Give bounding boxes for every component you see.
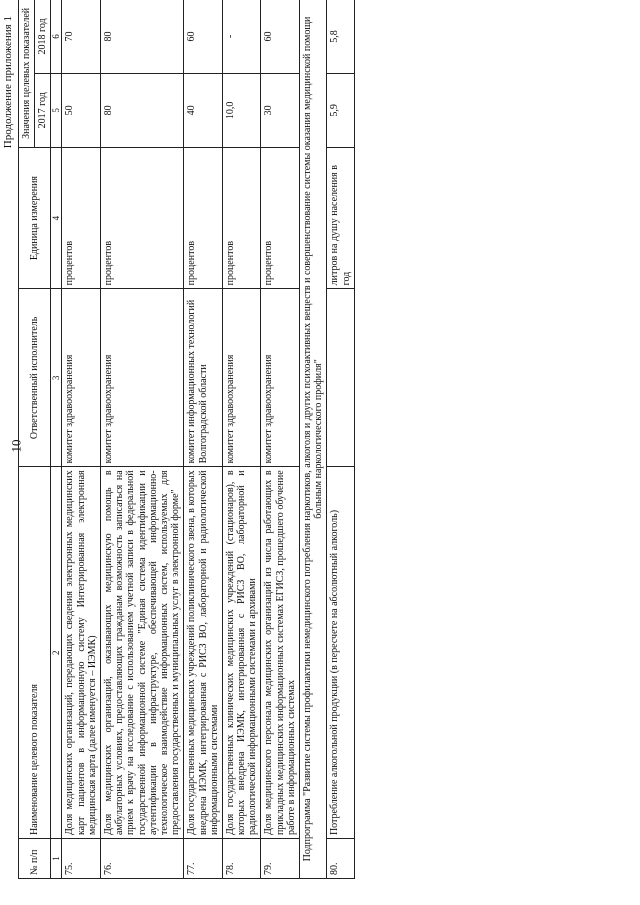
target-indicators-table xyxy=(18,0,355,879)
row-responsible: комитет здравоохранения xyxy=(62,289,101,467)
index-cell: 3 xyxy=(51,289,62,467)
row-responsible: комитет информационных технологий Волгоградской области xyxy=(184,289,223,467)
row-unit: процентов xyxy=(184,147,223,289)
row-value-2017: 80 xyxy=(101,73,184,147)
row-unit: литров на душу населения в год xyxy=(327,147,354,289)
row-name: Доля медицинского персонала медицинских организаций из числа работающих в прикладных медицинских информационных системах ЕГИСЗ, прошедшего обучение работе в информационных системах xyxy=(261,467,300,839)
row-unit: процентов xyxy=(101,147,184,289)
row-unit: процентов xyxy=(222,147,261,289)
row-responsible: комитет здравоохранения xyxy=(222,289,261,467)
table-row xyxy=(101,0,184,879)
table-row xyxy=(327,0,354,879)
row-value-2017: 10,0 xyxy=(222,73,261,147)
header-2018: 2018 год xyxy=(35,0,51,73)
row-value-2018: 60 xyxy=(184,0,223,73)
row-value-2017: 40 xyxy=(184,73,223,147)
row-name: Потребление алкогольной продукции (в пересчете на абсолютный алкоголь) xyxy=(327,467,354,839)
table-row xyxy=(184,0,223,879)
header-values: Значения целевых показателей xyxy=(19,0,35,147)
row-value-2017: 50 xyxy=(62,73,101,147)
row-value-2018: 5,8 xyxy=(327,0,354,73)
index-cell: 1 xyxy=(51,839,62,879)
row-num: 75. xyxy=(62,839,101,879)
index-cell: 2 xyxy=(51,467,62,839)
row-value-2018: 80 xyxy=(101,0,184,73)
header-name: Наименование целевого показателя xyxy=(19,467,51,839)
header-num: № п/п xyxy=(19,839,51,879)
index-cell: 6 xyxy=(51,0,62,73)
row-name: Доля государственных клинических медицинских учреждений (стационаров), в которых внедрена ИЭМК, интегрированная с РИСЗ ВО, лабораторной и радиологической информационными системами и архивами xyxy=(222,467,261,839)
header-unit: Единица измерения xyxy=(19,147,51,289)
table-row xyxy=(261,0,300,879)
row-value-2018: 70 xyxy=(62,0,101,73)
row-responsible: комитет здравоохранения xyxy=(101,289,184,467)
row-name: Доля медицинских организаций, передающих сведения электронных медицинских карт пациентов в информационную систему Интегрированная электронная медицинская карта (далее именуется – ИЭМК) xyxy=(62,467,101,839)
index-cell: 4 xyxy=(51,147,62,289)
row-num: 79. xyxy=(261,839,300,879)
table-row xyxy=(62,0,101,879)
row-responsible xyxy=(327,289,354,467)
row-unit: процентов xyxy=(62,147,101,289)
row-responsible: комитет здравоохранения xyxy=(261,289,300,467)
column-index-row xyxy=(51,0,62,879)
row-name: Доля государственных медицинских учреждений поликлинического звена, в которых внедрена ИЭМК, интегрированная с РИСЗ ВО, лабораторной и радиологической информационными системами xyxy=(184,467,223,839)
subprogram-title: Подпрограмма "Развитие системы профилактики немедицинского потребления наркотиков, алкоголя и других психоактивных веществ и совершенствование системы оказания медицинской помощи больным наркологического профиля" xyxy=(300,0,327,879)
row-num: 78. xyxy=(222,839,261,879)
row-value-2017: 30 xyxy=(261,73,300,147)
row-name: Доля медицинских организаций, оказывающих медицинскую помощь в амбулаторных условиях, предоставляющих гражданам возможность записаться на прием к врачу на исследование с использованием учетной записи в федеральной государственной информационной системе "Единая система идентификации и аутентификации в инфраструктуре, обеспечивающей информационно-технологическое взаимодействие информационных систем, используемых для предоставления государственных и муниципальных услуг в электронной форме" xyxy=(101,467,184,839)
row-num: 76. xyxy=(101,839,184,879)
row-unit: процентов xyxy=(261,147,300,289)
header-responsible: Ответственный исполнитель xyxy=(19,289,51,467)
row-num: 77. xyxy=(184,839,223,879)
page-number: 10 xyxy=(8,439,24,453)
row-value-2017: 5,9 xyxy=(327,73,354,147)
row-num: 80. xyxy=(327,839,354,879)
row-value-2018: - xyxy=(222,0,261,73)
header-2017: 2017 год xyxy=(35,73,51,147)
index-cell: 5 xyxy=(51,73,62,147)
row-value-2018: 60 xyxy=(261,0,300,73)
table-row xyxy=(222,0,261,879)
subprogram-row xyxy=(300,0,327,879)
appendix-caption: Продолжение приложения 1 xyxy=(2,16,14,149)
